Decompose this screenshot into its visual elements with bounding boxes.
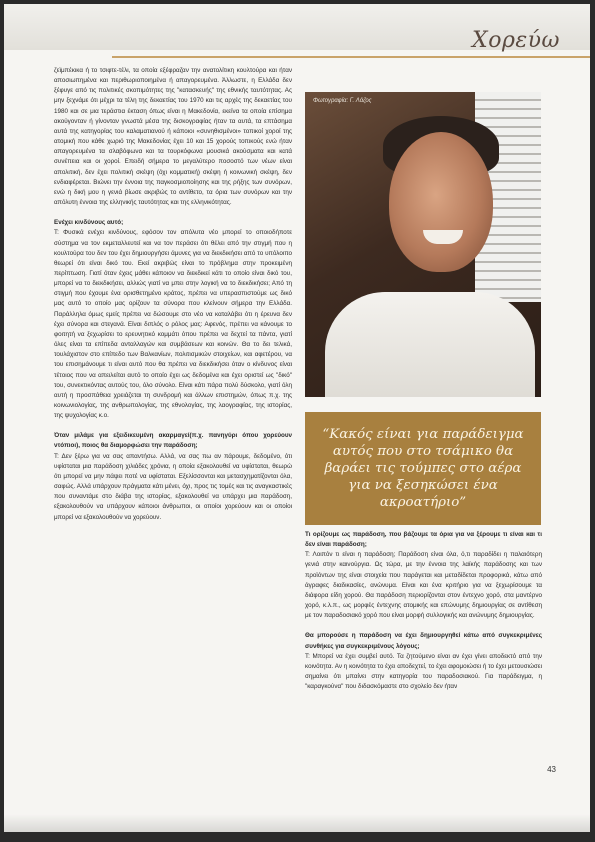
question-heading: Όταν μιλάμε για εξειδικευμένη ακαρμαγεί(π.χ. πανηγύρι όπου χορεύουν ντόπιοι), ποιος θα διαμορφώσει την παράδοση; — [54, 432, 292, 450]
photo-shirt — [325, 292, 535, 397]
right-column — [305, 530, 542, 692]
question-heading: Θα μπορούσε η παράδοση να έχει δημιουργηθεί κάτω από συγκεκριμένες συνθήκες για συγκεκριμένους λόγους; — [305, 632, 542, 650]
left-column — [54, 66, 292, 523]
photo-face — [389, 132, 493, 272]
answer-paragraph: Τ: Φυσικά ενέχει κινδύνους, εφόσον τον απόλυτα νέο μπορεί το οποιοδήποτε σύστημα να τον εκμεταλλευτεί και να τον περάσει ότι θέλει από την στιγμή που η κουλτούρα του δεν του έχει δημιουργήσει άμυνες για να διεκδικήσει από το υπόλοιπο θεωρεί ότι είναι δικό του. Εκεί ακριβώς είναι το πρόβλημα στην προκειμένη περίπτωση. Γιατί όταν έχεις μάθει κάποιον να διεκδικεί κάτι το οποίο είναι δικό του, μπορεί να το διεκδικήσει, αλλιώς γιατί να μπει στην λογική να το διεκδικήσει; Από τη στιγμή που έχουμε ένα ορισθετημένο κράτος, πρέπει να υπερασπιστούμε ως δικό μας αυτό το οποίο μας ορίζουν τα σύνορα που κλείνουν σήμερα την Ελλάδα. Παράλληλα όμως εμείς πρέπει να δώσουμε στο νέο να καταλάβει ότι η έρευνα δεν έχει σύνορα και στεγανά. Είναι διπλός ο ρόλος μας: Αφενός, πρέπει να κάνουμε το φοιτητή να ξεχωρίσει το ερευνητικό κομμάτι όπου πρέπει να δεχτεί τα πάντα, γιατί όλες είναι τα επίπεδα ανταλλαγών και συμβάσεων και κοινών. Θα το δει τελικά, τουλάχιστον στο επίπεδο των Βαλκανίων, πολιτισμικών στοιχείων, και αφετέρου, να του επισημάνουμε τι είναι αυτό που θα πρέπει να διεκδικήσει όταν ο κίνδυνος είναι τέτοιος που να απειλείται αυτό το οποίο έχει ως δεδομένα και έχει οριστεί ως "δικό" του, συνεκτικόντας αυτούς του, όλο σύνολο. Είναι κάτι πάρα πολύ δύσκολο, γιατί όλη αυτή η προσπάθεια χρειάζεται τη συνδρομή και άλλων επιστημών, όπως π.χ. της κοινωνιολογίας, της ανθρωπολογίας, της εθνολογίας, της λαογραφίας, της ιστορίας, της ψυχολογίας κ.ο. — [54, 229, 292, 420]
section-title: Χορεύω — [472, 28, 560, 53]
answer-paragraph: Τ: Μπορεί να έχει συμβεί αυτό. Τα ζητούμενο είναι αν έχει γίνει αποδεκτό από την κοινότητα. Αν η κοινότητα το έχει αποδεχτεί, το έχει αφομοιώσει ή το έχει μετουσιώσει σημαίνει ότι μπαίνει στην κατηγορία του παραδοσιακού. Για παράδειγμα, η "καραγκούνα" που διδασκόμαστε στο σχολείο δεν ήταν — [305, 652, 542, 691]
bottom-shadow — [4, 814, 590, 832]
answer-paragraph: Τ: Δεν ξέρω για να σας απαντήσω. Αλλά, να σας πω αν πάρουμε, δεδομένο, ότι υφίσταται μια παράδοση χιλιάδες χρόνια, η οποία εξακολουθεί να υφίσταται, θεωρώ ότι μπορεί να μην πάψει ποτέ να υφίσταται. Εξελίσσονται και μετασχηματίζονται όλα, σαφώς. Αλλά υπάρχουν πράγματα κάτι μένει, όχι, προς τις τομές και τις αναγκαστικές που συναντάμε στο διάβα της ιστορίας, εξακολουθεί να υπάρχει μια παράδοση, εξακολουθούν να υπάρχουν κάποιοι άνθρωποι, οι οποίοι χορεύουν και οι οποίοι μπορεί να εξακολουθούν να χορεύουν. — [54, 452, 292, 521]
answer-paragraph: Τ: Λοιπόν τι είναι η παράδοση; Παράδοση είναι όλα, ό,τι παραδίδει η παλαιότερη γενιά στην καινούργια. Ως τώρα, με την έννοια της λαϊκής παράδοσης και των προϊόντων της είναι στοιχεία που παράγεται και μεταδίδεται προφορικά, κάτω από άγραφες διαδικασίες, ανώνυμα. Είναι και ένα κριτήριο για να ξεχωρίσουμε τα διάφορα είδη χορού. Θα παράδοση περιορίζονται στον έντεχνο χορό, στα μαντέρνο χορό, κ.λ.π., ως μορφές έντεχνης ατομικής και επώνυμης δημιουργίας σε αντίθεση με τον παραδοσιακό χορό που είναι μορφή συλλογικής και ανώνυμης δημιουργίας. — [305, 551, 542, 620]
photo-credit: Φωτογραφία: Γ. Λάζος — [313, 98, 372, 104]
portrait-photo — [305, 92, 541, 397]
page-number: 43 — [547, 765, 556, 774]
intro-paragraph: ζεϊμπέκικα ή το τσιφτε-τέλι, τα οποία εξέφραζαν την ανατολίτικη κουλτούρα και ήταν αποσιωπημένα και περιθωριοποιημένα ή απαγορευμένα. Άλλωστε, η Ελλάδα δεν ξέφυγε από τις πολιτικές σκοπιμότητες της "κατασκευής" της εθνικής ταυτότητας. Ας μην ξεχνάμε ότι μέχρι τα τέλη της δεκαετίας του 1970 και τις αρχές της δεκαετίας του 1980 και σε μια τεράστια έκταση όπως είναι η Μακεδονία, εκείνα τα οποία επίσημα ακούγονταν ή γίνονταν γνωστά μέσα της δισκογραφίας ήταν τα αυτά, τα επτάσημα αυτά της κατηγορίας του καλαματιανού ή κάποιοι «συνηθισμένοι» τοπικοί χοροί της ατομική που κάθε χωριό της Μακεδονίας έχει 10 και 15 χορούς τοπικούς ενώ ήταν απαγορευμένα τα σλαβόφωνα και τα τουρκόφωνα μουσικά ακούσματα και κατά συνέπεια και οι χοροί. Επειδή σήμερα το μεγαλύτερο ποσοστό των νέων είναι απολιτική, δεν έχει πολιτική σκέψη (όχι κομματική) σκέψη ή κοινωνική σκέψη, δεν ενδιαφέρεται. Βιώνει την έννοια της παγκοσμιοποίησης και της ρήξης των συνόρων, ενώ η δική μου η γενιά βίωσε ακριβώς το αντίθετο, τα όρια των συνόρων και την απόλυτη έννοια της ελληνικής ταυτότητας και της ελληνικότητας. — [54, 67, 292, 207]
header-rule — [112, 56, 590, 58]
pull-quote-box — [305, 412, 541, 525]
question-heading: Τι ορίζουμε ως παράδοση, που βάζουμε τα όρια για να ξέρουμε τι είναι και τι δεν είναι παράδοση; — [305, 531, 542, 549]
pull-quote: “Κακός είναι για παράδειγμα αυτός που στο τσάμικο θα βαράει τις τούμπες στο αέρα για να ξεσηκώσει ένα ακροατήριο” — [322, 427, 524, 510]
question-heading: Ενέχει κινδύνους αυτό; — [54, 219, 124, 227]
magazine-page — [4, 4, 590, 832]
